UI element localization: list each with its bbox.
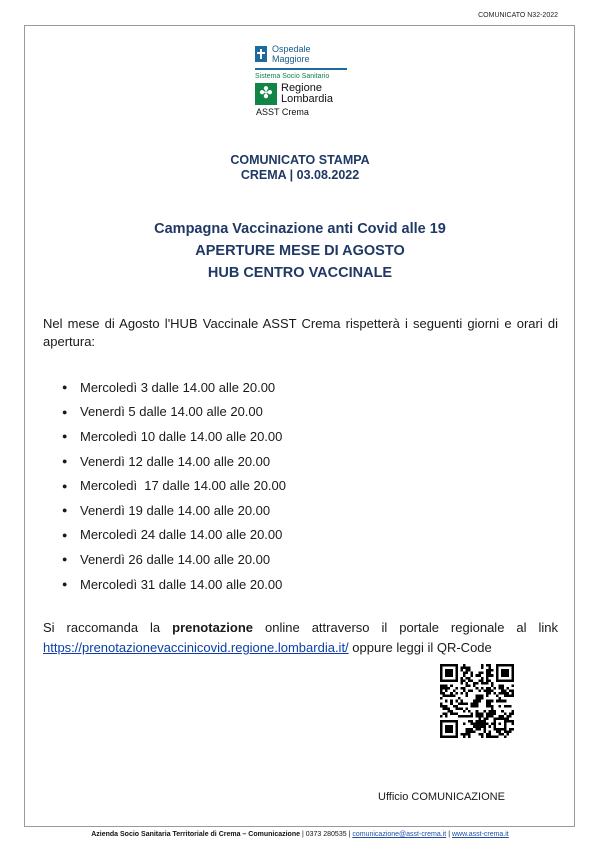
region-name — [281, 83, 333, 105]
intro-paragraph: Nel mese di Agosto l'HUB Vaccinale ASST Crema rispetterà i seguenti giorni e orari di apertura: — [43, 316, 558, 349]
footer-separator: | — [301, 831, 304, 838]
schedule-day: Venerdì 19 — [80, 502, 143, 518]
booking-line1 — [43, 618, 558, 638]
headline — [0, 218, 600, 284]
schedule-day: Mercoledì 17 — [80, 478, 159, 494]
schedule-item — [62, 498, 286, 523]
logo-divider — [255, 68, 347, 70]
footer-email-link[interactable]: comunicazione@asst-crema.it — [352, 831, 447, 838]
schedule-hours: dalle 14.00 alle 20.00 — [162, 478, 286, 494]
schedule-hours: dalle 14.00 alle 20.00 — [146, 551, 271, 567]
footer-website-link[interactable]: www.asst-crema.it — [451, 831, 509, 838]
hospital-name-line1: Ospedale — [272, 44, 311, 54]
schedule-hours: dalle 14.00 alle 20.00 — [158, 527, 283, 543]
schedule-item — [62, 523, 286, 548]
dateline: CREMA | 03.08.2022 — [240, 168, 360, 182]
qr-code-icon[interactable] — [440, 664, 514, 738]
bullet-icon: ● — [62, 505, 68, 516]
schedule-hours: dalle 14.00 alle 20.00 — [158, 428, 283, 444]
schedule-day: Mercoledì 24 — [80, 527, 156, 543]
bullet-icon: ● — [62, 456, 68, 467]
hospital-name-line2: Maggiore — [272, 54, 310, 64]
region-logo — [255, 83, 365, 105]
booking-text-before: Si raccomanda la — [43, 620, 161, 635]
schedule-day: Mercoledì 10 — [80, 428, 156, 444]
schedule-hours: dalle 14.00 alle 20.00 — [158, 576, 283, 592]
schedule-item — [62, 400, 286, 425]
schedule-item — [62, 547, 286, 572]
logo-block — [255, 44, 365, 117]
bullet-icon: ● — [62, 382, 68, 393]
schedule-item — [62, 424, 286, 449]
bullet-icon: ● — [62, 529, 68, 540]
network-label: Sistema Socio Sanitario — [255, 73, 330, 80]
bullet-icon: ● — [62, 579, 68, 590]
bullet-icon: ● — [62, 554, 68, 565]
bullet-icon: ● — [62, 406, 68, 417]
booking-keyword: prenotazione — [172, 620, 254, 635]
rosa-camuna-icon: ✤ — [255, 83, 277, 105]
footer-separator: | — [448, 831, 451, 838]
booking-text-after: online attraverso il portale regionale al link — [265, 620, 558, 635]
schedule-hours: dalle 14.00 alle 20.00 — [151, 379, 276, 395]
schedule-day: Venerdì 12 — [80, 453, 143, 469]
schedule-hours: dalle 14.00 alle 20.00 — [139, 404, 263, 420]
schedule-list — [62, 375, 286, 596]
schedule-day: Mercoledì 3 — [80, 379, 148, 395]
booking-portal-link[interactable]: https://prenotazionevaccinicovid.regione.lombardia.it/ — [43, 640, 349, 655]
unit-name: ASST Crema — [256, 107, 309, 117]
schedule-day: Mercoledì 31 — [80, 576, 156, 592]
schedule-hours: dalle 14.00 alle 20.00 — [146, 453, 271, 469]
schedule-item — [62, 572, 286, 597]
schedule-item — [62, 375, 286, 400]
footer-phone: 0373 280535 — [305, 831, 347, 838]
booking-text-tail: oppure leggi il QR-Code — [352, 640, 492, 655]
bullet-icon: ● — [62, 431, 68, 442]
headline-line3: HUB CENTRO VACCINALE — [207, 265, 393, 281]
schedule-item — [62, 473, 286, 498]
footer-separator: | — [348, 831, 351, 838]
region-name-line2: Lombardia — [281, 93, 333, 105]
footer-org: Azienda Socio Sanitaria Territoriale di Crema – Comunicazione — [91, 831, 300, 838]
hospital-logo — [255, 44, 365, 64]
headline-line2: APERTURE MESE DI AGOSTO — [195, 243, 405, 259]
headline-line1: Campagna Vaccinazione anti Covid alle 19 — [154, 221, 446, 237]
schedule-day: Venerdì 5 — [80, 404, 136, 420]
press-label: COMUNICATO STAMPA — [230, 153, 370, 167]
schedule-day: Venerdì 26 — [80, 551, 143, 567]
document-reference: COMUNICATO N32-2022 — [478, 12, 558, 19]
schedule-item — [62, 449, 286, 474]
booking-line2 — [43, 638, 558, 658]
footer — [0, 831, 600, 838]
hospital-cross-icon — [255, 46, 267, 62]
hospital-name — [272, 44, 311, 64]
schedule-hours: dalle 14.00 alle 20.00 — [146, 502, 271, 518]
bullet-icon: ● — [62, 480, 68, 491]
booking-paragraph — [43, 618, 558, 658]
region-name-line1: Regione — [281, 82, 322, 94]
office-signature: Ufficio COMUNICAZIONE — [378, 791, 505, 803]
press-release-header — [0, 153, 600, 183]
